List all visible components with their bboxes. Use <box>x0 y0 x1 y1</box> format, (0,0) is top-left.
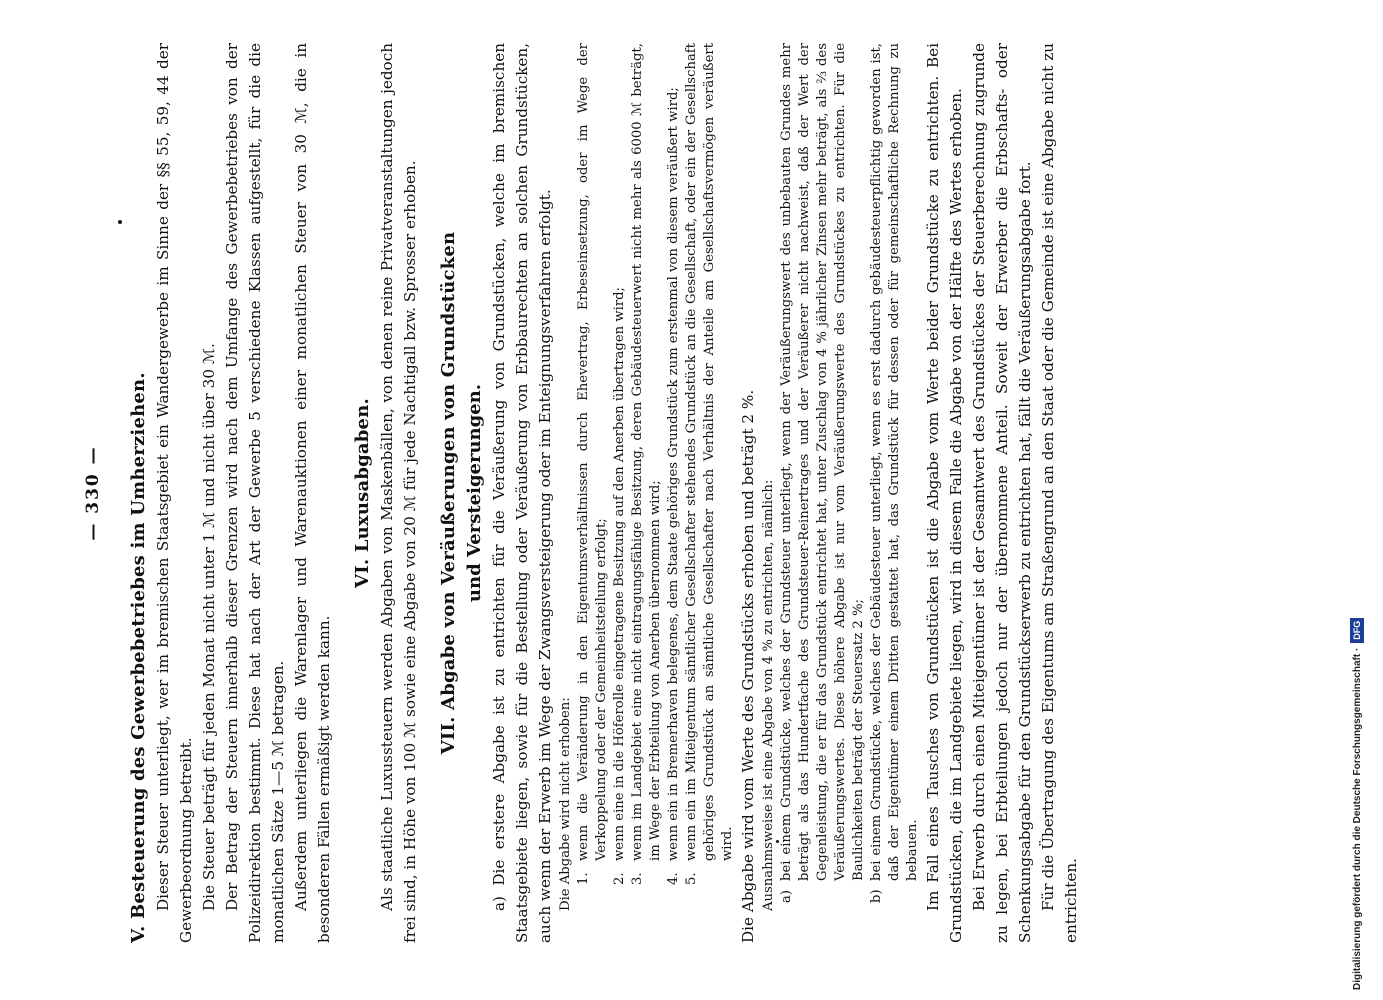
section-6-paragraph-1: Als staatliche Luxussteuern werden Abgaben von Maskenbällen, von denen reine Privatveranstaltungen jedoch frei sind, in Höhe von 100 ℳ sowie eine Abgabe von 20 ℳ für jede Nachtigall bzw. Sprosser erhoben. <box>378 43 419 943</box>
section-5-paragraph-2: Die Steuer beträgt für jeden Monat nicht unter 1 ℳ und nicht über 30 ℳ. <box>200 343 218 911</box>
list-item: b) bei einem Grundstücke, welches der Gebäudesteuer unterliegt, wenn es erst dadurch gebäudesteuerpflichtig geworden ist, daß der Eigentümer einem Dritten gestattet hat, das Grundstück für dessen oder für gemeinschaftliche Rechnung zu bebauen. <box>869 43 920 903</box>
exceptions-list <box>575 43 737 885</box>
dfg-logo: DFG <box>1350 618 1364 643</box>
credit-text: Digitalisierung gefördert durch die Deutsche Forschungsgemeinschaft · <box>1352 647 1363 990</box>
scan-speck <box>776 840 779 843</box>
section-7-paragraph-co-owner: Bei Erwerb durch einen Miteigentümer ist der Gesamtwert des Grundstückes der Steuerberechnung zugrunde zu legen, bei Erbteilungen jedoch nur der übernommene Anteil. Soweit der Erwerber die Erbschafts- oder Schenkungsabgabe für den Grundstückserwerb zu entrichten hat, fällt die Veräußerungsabgabe fort. <box>970 43 1034 943</box>
list-item: 3. wenn im Landgebiet eine nicht eintragungsfähige Besitzung, deren Gebäudesteuerwert nicht mehr als 6000 ℳ beträgt, im Wege der Erbteilung von Anerben übernommen wird; <box>630 43 663 885</box>
section-7-exception-rate-intro: Ausnahmsweise ist eine Abgabe von 4 % zu entrichten, nämlich: <box>761 479 776 911</box>
list-item: a) bei einem Grundstücke, welches der Grundsteuer unterliegt, wenn der Veräußerungswert des unbebauten Grundes mehr beträgt als das Hundertfache des Grundsteuer-Reinertrages und der Veräußerer nicht nachweist, daß der Wert der Gegenleistung, die er für das Grundstück entrichtet hat, unter Zuschlag von 4 % jährlicher Zinsen mehr beträgt, als ⅔ des Veräußerungswertes. Diese höhere Abgabe ist nur vom Veräußerungswerte des Grundstückes zu entrichten. Für die Baulichkeiten beträgt der Steuersatz 2 %; <box>779 43 866 903</box>
section-5-paragraph-4: Außerdem unterliegen die Warenlager und Warenauktionen einer monatlichen Steuer von 30 ℳ, die in besonderen Fällen ermäßigt werden kann. <box>292 43 333 943</box>
section-7-heading: VII. Abgabe von Veräußerungen von Grundstücken <box>438 231 459 755</box>
section-5-heading: V. Besteuerung des Gewerbebetriebes im Umherziehen. <box>128 372 149 943</box>
digitization-credit <box>1350 618 1365 990</box>
section-7-heading-line-2: und Versteigerungen. <box>464 383 485 603</box>
section-6-heading: VI. Luxusabgaben. <box>352 398 373 588</box>
section-7-paragraph-street: Für die Übertragung des Eigentums am Straßengrund an den Staat oder die Gemeinde ist eine Abgabe nicht zu entrichten. <box>1039 43 1080 943</box>
section-5-paragraph-3: Der Betrag der Steuern innerhalb dieser Grenzen wird nach dem Umfange des Gewerbebetriebes von der Polizeidirektion bestimmt. Diese hat nach der Art der Gewerbe 5 verschiedene Klassen aufgestellt, für die die monatlichen Sätze 1—5 ℳ betragen. <box>223 43 287 943</box>
section-7-rate-paragraph: Die Abgabe wird vom Werte des Grundstücks erhoben und beträgt 2 %. <box>739 389 757 943</box>
section-7-exceptions-intro: Die Abgabe wird nicht erhoben: <box>558 697 573 911</box>
rotated-page <box>72 43 1232 943</box>
list-item: 5. wenn ein im Miteigentum sämtlicher Gesellschafter stehendes Grundstück an die Gesellschaft, oder ein der Gesellschaft gehöriges Grundstück an sämtliche Gesellschafter nach Verhältnis der Anteile am Gesellschaftsvermögen veräußert wird. <box>684 43 735 885</box>
section-7-paragraph-1: a) Die erstere Abgabe ist zu entrichten für die Veräußerung von Grundstücken, welche im bremischen Staatsgebiete liegen, sowie für die Bestellung oder Veräußerung von Erbbaurechten an solchen Grundstücken, auch wenn der Erwerb im Wege der Zwangsversteigerung oder im Enteignungsverfahren erfolgt. <box>490 43 554 943</box>
section-5-paragraph-1: Dieser Steuer unterliegt, wer im bremischen Staatsgebiet ein Wandergewerbe im Sinne der §§ 55, 59, 44 der Gewerbeordnung betreibt. <box>154 43 195 943</box>
scan-speck <box>118 220 122 224</box>
list-item: 4. wenn ein in Bremerhaven belegenes, dem Staate gehöriges Grundstück zum erstenmal von diesem veräußert wird; <box>666 87 681 885</box>
list-item: 2. wenn eine in die Höferolle eingetragene Besitzung auf den Anerben übertragen wird; <box>612 286 627 885</box>
page-number: — 330 — <box>83 445 103 541</box>
section-7-paragraph-exchange: Im Fall eines Tausches von Grundstücken ist die Abgabe vom Werte beider Grundstücke zu entrichten. Bei Grundstücken, die im Landgebiete liegen, wird in diesem Falle die Abgabe von der Hälfte des Wertes erhoben. <box>924 43 965 943</box>
list-item: 1. wenn die Veränderung in den Eigentumsverhältnissen durch Ehevertrag, Erbeseinsetzung, oder im Wege der Verkoppelung oder der Gemeinheitsteilung erfolgt; <box>576 43 609 885</box>
